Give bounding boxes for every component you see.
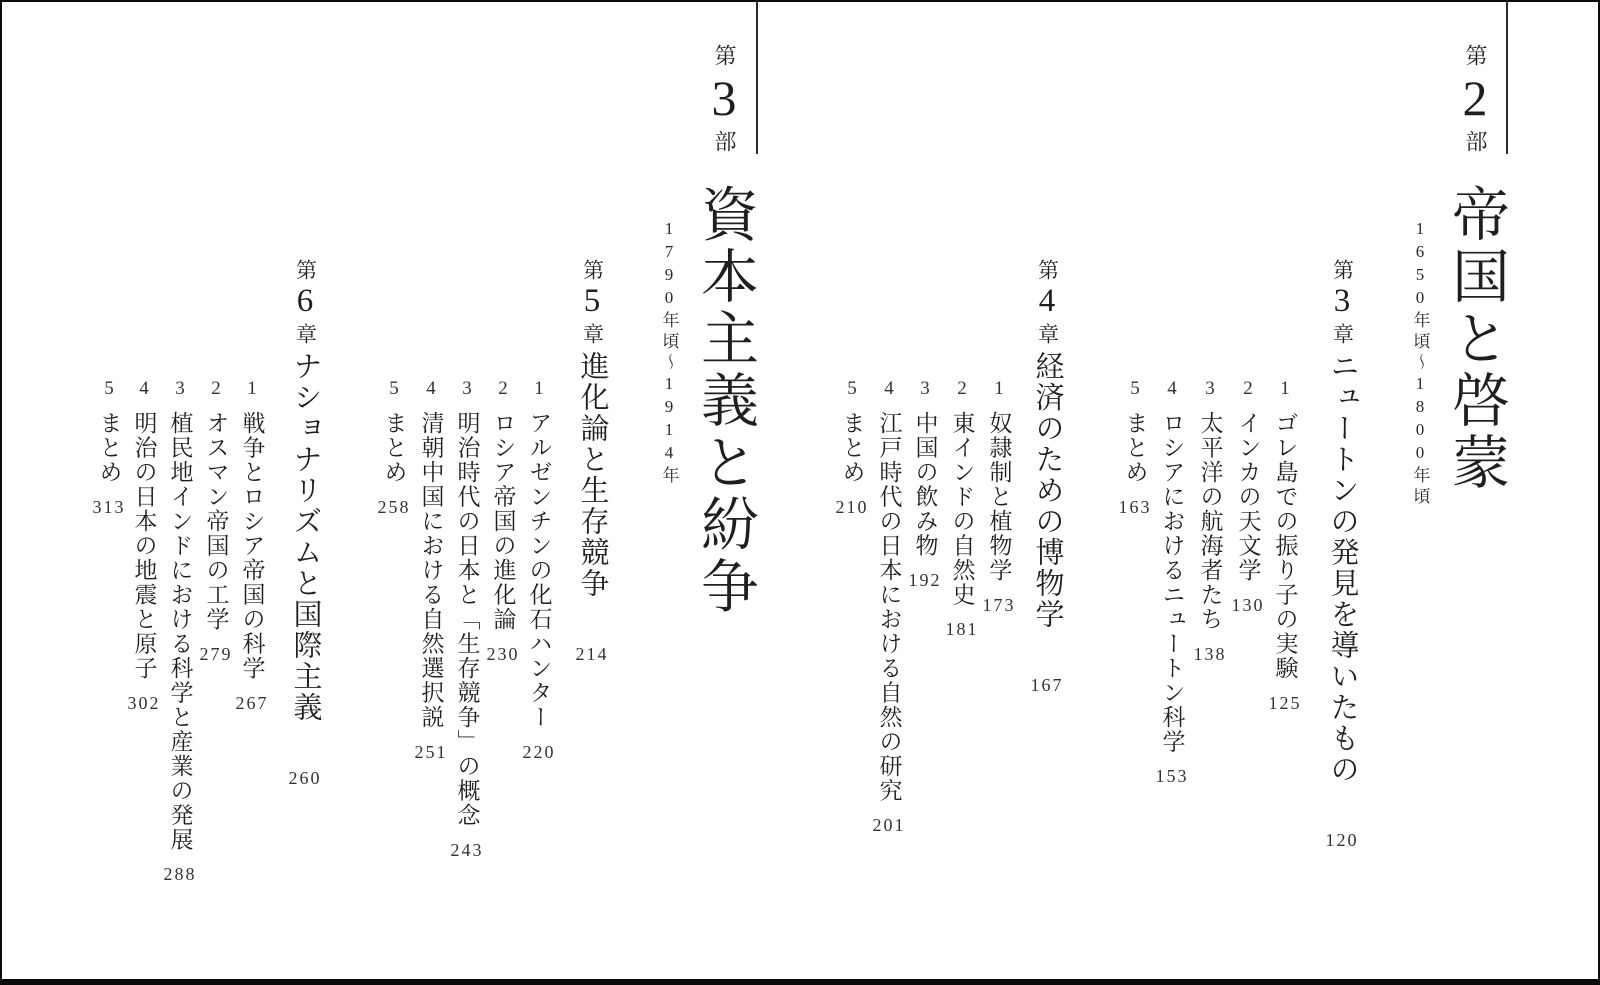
chapter-3-number: 3 [1333,283,1351,319]
toc-item-number: 3 [175,378,185,399]
toc-item-number: 2 [498,378,508,399]
chapter-5-number: 5 [583,283,601,319]
toc-item [93,379,126,516]
toc-item [873,379,906,834]
toc-item-title: オスマン帝国の工学 [203,411,229,632]
toc-item-title: インカの天文学 [1235,411,1261,583]
part-3-label-suffix: 部 [712,130,737,152]
toc-item-title: まとめ [96,411,122,485]
chapter-5-heading [576,259,609,663]
toc-item [909,379,942,589]
chapter-4-page-number: 167 [1030,675,1064,695]
part-2-label-suffix: 部 [1463,130,1488,152]
toc-item-number: 5 [104,378,114,399]
part-2-title: 帝国と啓蒙 [1443,184,1508,494]
toc-item-number: 1 [534,378,544,399]
toc-item-page-number: 258 [377,496,411,517]
toc-item-title: まとめ [839,411,865,485]
part-3-period: 1790年頃〜1914年 [659,219,679,487]
toc-item [378,379,411,516]
toc-item-page-number: 181 [945,619,979,639]
toc-item-page-number: 267 [235,692,269,713]
part-2-period: 1650年頃〜1800年頃 [1410,219,1430,508]
toc-item-title: ロシアにおけるニュートン科学 [1159,411,1185,754]
toc-item [1269,379,1302,712]
toc-item-title: 江戸時代の日本における自然の研究 [876,411,902,803]
toc-item [128,379,161,712]
toc-item-number: 3 [920,378,930,399]
toc-item-title: 明治の日本の地震と原子 [131,411,157,681]
chapter-4-number: 4 [1038,283,1056,319]
toc-item-page-number: 163 [1118,496,1152,517]
toc-item-title: まとめ [1122,411,1148,485]
toc-item-number: 5 [389,378,399,399]
toc-item-number: 1 [994,378,1004,399]
chapter-3-label-suffix: 章 [1330,323,1355,344]
chapter-6-label-suffix: 章 [293,323,318,344]
chapter-5-title: 進化論と生存競争 [576,351,609,599]
toc-item [415,379,448,761]
toc-item [1232,379,1265,614]
toc-item-title: 植民地インドにおける科学と産業の発展 [167,411,193,852]
toc-item [946,379,979,638]
toc-item [1156,379,1189,785]
toc-item-number: 2 [211,378,221,399]
chapter-3-page-number: 120 [1325,830,1359,850]
part-3-label-prefix: 第 [712,44,737,66]
toc-item [200,379,233,663]
chapter-3-heading [1326,259,1359,849]
toc-item-title: 中国の飲み物 [912,411,938,558]
toc-item-page-number: 313 [92,496,126,517]
chapter-4-label-prefix: 第 [1035,259,1060,280]
toc-item-page-number: 173 [982,594,1016,615]
toc-item-page-number: 138 [1193,643,1227,664]
toc-item-number: 4 [1167,378,1177,399]
toc-item-title: アルゼンチンの化石ハンター [526,411,552,730]
part-2-label-prefix: 第 [1463,44,1488,66]
toc-item-page-number: 279 [199,643,233,664]
part-2-divider-rule [1506,2,1508,154]
chapter-5-label-prefix: 第 [580,259,605,280]
chapter-6-page-number: 260 [288,768,322,788]
toc-item-page-number: 125 [1268,692,1302,713]
chapter-4-label-suffix: 章 [1035,323,1060,344]
toc-item-number: 3 [1205,378,1215,399]
toc-item-number: 1 [1280,378,1290,399]
toc-item-number: 5 [1130,378,1140,399]
toc-item-title: 太平洋の航海者たち [1197,411,1223,632]
chapter-6-number: 6 [296,283,314,319]
toc-item-number: 1 [247,378,257,399]
toc-item-title: 東インドの自然史 [949,411,975,607]
toc-item-number: 4 [426,378,436,399]
toc-item-number: 2 [1243,378,1253,399]
toc-item-page-number: 230 [486,643,520,664]
part-2-header [1443,44,1508,494]
chapter-5-page-number: 214 [575,644,609,664]
toc-item-number: 4 [139,378,149,399]
toc-item-page-number: 130 [1231,594,1265,615]
toc-item-number: 5 [847,378,857,399]
part-3-divider-rule [756,2,758,154]
toc-item [836,379,869,516]
part-3-header [692,44,757,618]
toc-item-page-number: 220 [522,741,556,762]
chapter-4-heading [1031,259,1064,694]
toc-item-page-number: 243 [450,839,484,860]
part-3-number: 3 [711,70,737,126]
toc-item-number: 4 [884,378,894,399]
toc-item-page-number: 210 [835,496,869,517]
toc-item-title: ロシア帝国の進化論 [490,411,516,632]
toc-item [1194,379,1227,663]
toc-item-title: 奴隷制と植物学 [986,411,1012,583]
toc-item [164,379,197,883]
toc-item-page-number: 201 [872,815,906,835]
toc-item-page-number: 153 [1155,766,1189,786]
toc-item-page-number: 251 [414,741,448,762]
part-3-title: 資本主義と紛争 [692,184,757,618]
chapter-6-label-prefix: 第 [293,259,318,280]
toc-item [487,379,520,663]
toc-item [983,379,1016,614]
chapter-6-title: ナショナリズムと国際主義 [289,351,322,723]
chapter-3-title: ニュートンの発見を導いたもの [1326,351,1359,785]
toc-item [523,379,556,761]
toc-item-title: 清朝中国における自然選択説 [418,411,444,730]
toc-item-page-number: 288 [163,864,197,884]
toc-item-number: 2 [957,378,967,399]
toc-item-title: ゴレ島での振り子の実験 [1272,411,1298,681]
toc-item-title: 明治時代の日本と「生存競争」の概念 [454,411,480,828]
chapter-3-label-prefix: 第 [1330,259,1355,280]
toc-item-page-number: 192 [908,570,942,590]
chapter-4-title: 経済のための博物学 [1031,351,1064,630]
toc-item-title: まとめ [381,411,407,485]
toc-item-page-number: 302 [127,692,161,713]
toc-item [1119,379,1152,516]
chapter-5-label-suffix: 章 [580,323,605,344]
toc-item [451,379,484,859]
toc-item-number: 3 [462,378,472,399]
toc-item [236,379,269,712]
toc-item-title: 戦争とロシア帝国の科学 [239,411,265,681]
chapter-6-heading [289,259,322,787]
part-2-number: 2 [1462,70,1488,126]
